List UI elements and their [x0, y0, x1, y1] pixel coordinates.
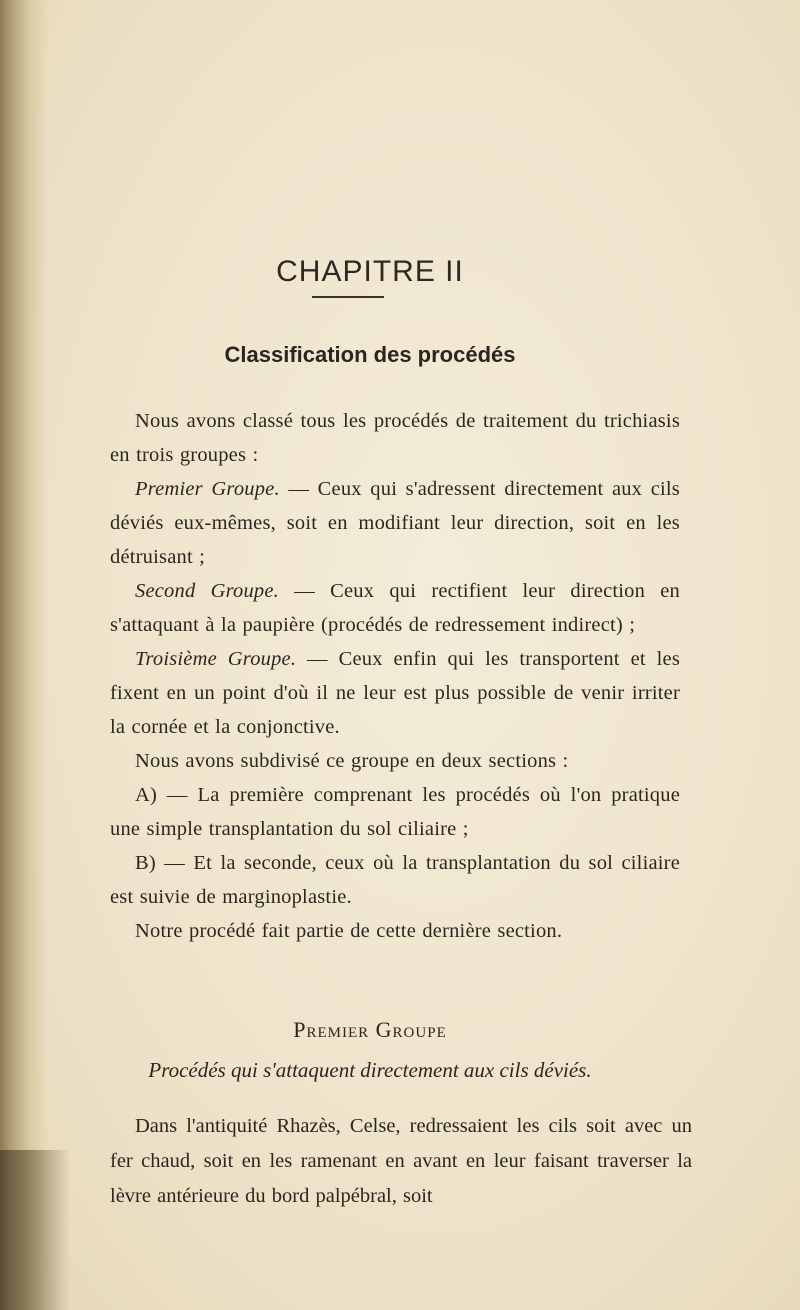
group-label-3: Troisième Groupe. — [135, 648, 297, 670]
group-paragraph-1 — [110, 472, 680, 574]
chapter-heading: CHAPITRE II — [276, 255, 464, 288]
group-text-2: — Ceux qui rectifient leur direction en s'attaquant à la paupière (procédés de redressement indirect) ; — [110, 580, 681, 636]
section-title: Classification des procédés — [224, 342, 516, 367]
main-text-block — [110, 404, 680, 948]
final-paragraph: Dans l'antiquité Rhazès, Celse, redressaient les cils soit avec un fer chaud, soit en les ramenant en avant en leur faisant traverser la lèvre antérieure du bord palpébral, soit — [110, 1115, 692, 1207]
section-b-paragraph: B) — Et la seconde, ceux où la transplantation du sol ciliaire est suivie de marginoplastie. — [110, 852, 680, 908]
group-paragraph-2 — [110, 574, 680, 642]
section-a-paragraph: A) — La première comprenant les procédés où l'on pratique une simple transplantation du sol ciliaire ; — [110, 784, 680, 840]
heading-divider — [312, 296, 384, 298]
intro-paragraph: Nous avons classé tous les procédés de traitement du trichiasis en trois groupes : — [110, 410, 680, 466]
page-corner-shadow — [0, 1150, 70, 1310]
group-label-1: Premier Groupe. — [135, 478, 280, 500]
page-binding-edge — [0, 0, 48, 1310]
premier-groupe-heading: Premier Groupe — [293, 1017, 447, 1042]
second-text-block — [110, 1109, 692, 1214]
premier-groupe-subtitle: Procédés qui s'attaquent directement aux cils déviés. — [148, 1058, 592, 1082]
group-text-3: — Ceux enfin qui les transportent et les fixent en un point d'où il ne leur est plus possible de venir irriter la cornée et la conjonctive. — [110, 648, 680, 738]
subdivision-paragraph: Nous avons subdivisé ce groupe en deux sections : — [135, 750, 569, 772]
group-paragraph-3 — [110, 642, 680, 744]
group-text-1: — Ceux qui s'adressent directement aux cils déviés eux-mêmes, soit en modifiant leur direction, soit en les détruisant ; — [110, 478, 680, 568]
group-label-2: Second Groupe. — [135, 580, 279, 602]
conclusion-paragraph: Notre procédé fait partie de cette dernière section. — [135, 920, 563, 942]
